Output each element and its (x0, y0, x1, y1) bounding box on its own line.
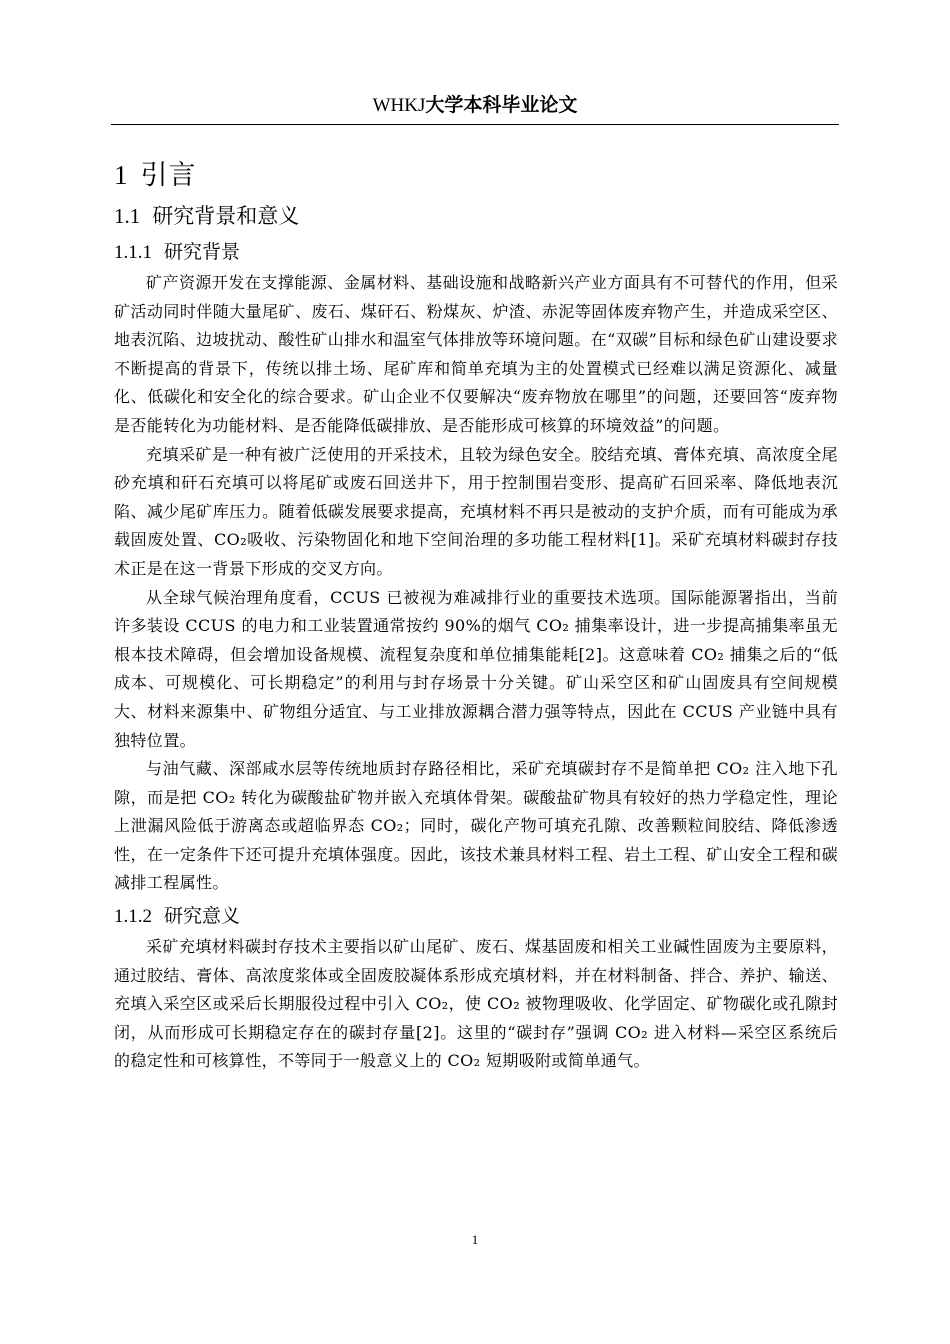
subsection-number: 1.1.1 (114, 242, 152, 263)
paragraph: 采矿充填材料碳封存技术主要指以矿山尾矿、废石、煤基固废和相关工业碱性固废为主要原料，通过胶结、膏体、高浓度浆体或全固废胶凝体系形成充填材料，并在材料制备、拌合、养护、输送、充填入采空区或采后长期服役过程中引入 CO₂，使 CO₂ 被物理吸收、化学固定、矿物碳化或孔隙封闭，从而形成可长期稳定存在的碳封存量[2]。这里的“碳封存”强调 CO₂ 进入材料—采空区系统后的稳定性和可核算性，不等同于一般意义上的 CO₂ 短期吸附或简单通气。 (114, 937, 838, 1071)
section-title: 研究背景和意义 (152, 204, 300, 228)
chapter-heading (114, 155, 838, 196)
page-number: 1 (471, 1232, 479, 1247)
page-header (111, 92, 839, 119)
header-rule (111, 124, 839, 125)
subsection-title: 研究背景 (164, 241, 241, 263)
subsection-title: 研究意义 (164, 905, 241, 928)
header-title-cjk: 大学本科毕业论文 (425, 94, 578, 116)
paragraph: 与油气藏、深部咸水层等传统地质封存路径相比，采矿充填碳封存不是简单把 CO₂ 注入地下孔隙，而是把 CO₂ 转化为碳酸盐矿物并嵌入充填体骨架。碳酸盐矿物具有较好的热力学稳定性，理论上泄漏风险低于游离态或超临界态 CO₂；同时，碳化产物可填充孔隙、改善颗粒间胶结、降低渗透性，在一定条件下还可提升充填体强度。因此，该技术兼具材料工程、岩土工程、矿山安全工程和碳减排工程属性。 (114, 759, 838, 893)
paragraph: 充填采矿是一种有被广泛使用的开采技术，且较为绿色安全。胶结充填、膏体充填、高浓度全尾砂充填和矸石充填可以将尾矿或废石回送井下，用于控制围岩变形、提高矿石回采率、降低地表沉陷、减少尾矿库压力。随着低碳发展要求提高，充填材料不再只是被动的支护介质，而有可能成为承载固废处置、CO₂吸收、污染物固化和地下空间治理的多功能工程材料[1]。采矿充填材料碳封存技术正是在这一背景下形成的交叉方向。 (114, 444, 838, 578)
chapter-number: 1 (114, 160, 129, 190)
paragraph: 从全球气候治理角度看，CCUS 已被视为难减排行业的重要技术选项。国际能源署指出，当前许多装设 CCUS 的电力和工业装置通常按约 90%的烟气 CO₂ 捕集率设计，进一步提高捕集率虽无根本技术障碍，但会增加设备规模、流程复杂度和单位捕集能耗[2]。这意味着 CO₂ 捕集之后的“低成本、可规模化、可长期稳定”的利用与封存场景十分关键。矿山采空区和矿山固废具有空间规模大、材料来源集中、矿物组分适宜、与工业排放源耦合潜力强等特点，因此在 CCUS 产业链中具有独特位置。 (114, 587, 838, 750)
subsection-heading-background (114, 236, 838, 269)
subsection-number: 1.1.2 (114, 906, 152, 928)
page-body (114, 155, 838, 1076)
paragraph: 矿产资源开发在支撑能源、金属材料、基础设施和战略新兴产业方面具有不可替代的作用，但采矿活动同时伴随大量尾矿、废石、煤矸石、粉煤灰、炉渣、赤泥等固体废弃物产生，并造成采空区、地表沉陷、边坡扰动、酸性矿山排水和温室气体排放等环境问题。在“双碳”目标和绿色矿山建设要求不断提高的背景下，传统以排土场、尾矿库和简单充填为主的处置模式已经难以满足资源化、减量化、低碳化和安全化的综合要求。矿山企业不仅要解决“废弃物放在哪里”的问题，还要回答“废弃物是否能转化为功能材料、是否能降低碳排放、是否能形成可核算的环境效益”的问题。 (114, 273, 838, 435)
subsection-heading-significance (114, 900, 838, 933)
section-number: 1.1 (114, 204, 141, 228)
chapter-title: 引言 (140, 160, 197, 191)
header-title-latin: WHKJ (372, 95, 426, 116)
section-heading (114, 198, 838, 234)
